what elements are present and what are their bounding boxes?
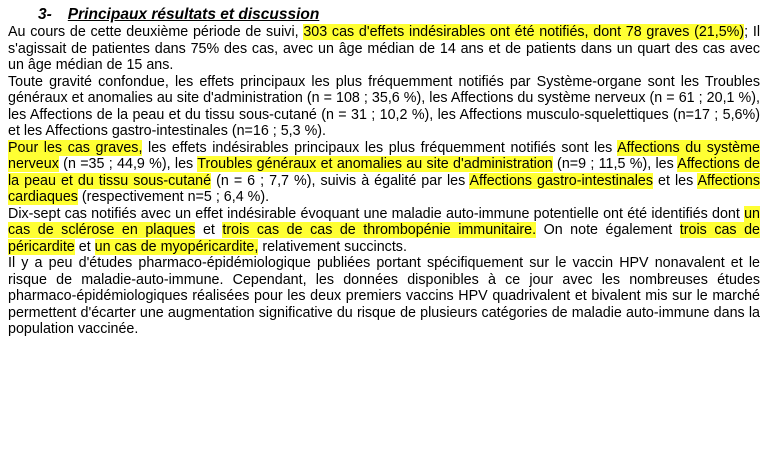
p3-highlight-gastro: Affections gastro-intestinales (469, 172, 654, 189)
p3-highlight-cardiaques: Affections cardiaques (8, 172, 761, 205)
paragraph-toute-gravite (8, 74, 760, 140)
p3-text-2: (n =35 ; 44,9 %), les (58, 156, 198, 172)
paragraph-cas-graves (8, 140, 760, 206)
p3-text-4: (n = 6 ; 7,7 %), suivis à égalité par les (211, 172, 470, 189)
section-title: Principaux résultats et discussion (67, 6, 320, 23)
p4-text-4: et (74, 238, 95, 255)
p3-text-3: (n=9 ; 11,5 %), les (552, 156, 678, 172)
p3-highlight-cas-graves: Pour les cas graves, (8, 139, 143, 156)
paragraph-etudes (8, 255, 760, 338)
p4-highlight-myopericardite: un cas de myopéricardite, (94, 238, 259, 255)
p3-highlight-peau: Affections de la peau et du tissu sous-cutané (8, 156, 761, 189)
p4-text-3: On note également (536, 222, 680, 238)
section-heading (38, 6, 760, 24)
p4-text-5: relativement succincts. (258, 238, 407, 255)
section-number: 3- (38, 6, 52, 23)
paragraph-suivi (8, 24, 760, 74)
p5-text-1: Il y a peu d'études pharmaco-épidémiologique publiées portant spécifiquement sur le vaccin HPV nonavalent et le risque de maladie-auto-immune. Cependant, les données disponibles à ce jour avec les nombreuses études pharmaco-épidémiologiques réalisées pour les deux premiers vaccins HPV quadrivalent et bivalent mis sur le marché permettent d'écarter une augmentation significative du risque de plusieurs catégories de maladie auto-immune dans la population vaccinée. (8, 255, 760, 337)
p1-text-1: Au cours de cette deuxième période de suivi, (8, 24, 304, 40)
p4-text-2: et (195, 222, 223, 238)
p3-text-1: les effets indésirables principaux les plus fréquemment notifiés sont les (142, 139, 618, 156)
p3-text-5: et les (653, 172, 698, 189)
p4-highlight-thrombopenie: trois cas de cas de thrombopénie immunitaire. (222, 222, 537, 238)
p4-highlight-pericardite: trois cas de péricardite (8, 222, 760, 255)
p4-text-1: Dix-sept cas notifiés avec un effet indésirable évoquant une maladie auto-immune potentielle ont été identifiés dont (8, 205, 745, 222)
p1-text-2: ; Il s'agissait de patientes dans 75% des cas, avec un âge médian de 14 ans et de patients dans un quart des cas avec un âge médian de 15 ans. (8, 24, 760, 73)
p3-highlight-systeme-nerveux: Affections du système nerveux (8, 139, 760, 172)
paragraph-auto-immune (8, 206, 760, 256)
p3-highlight-troubles-generaux: Troubles généraux et anomalies au site d'administration (197, 156, 553, 172)
p1-highlight-cases: 303 cas d'effets indésirables ont été notifiés, dont 78 graves (21,5%) (303, 24, 745, 40)
p4-highlight-sclerose: un cas de sclérose en plaques (8, 205, 760, 238)
p2-text-1: Toute gravité confondue, les effets principaux les plus fréquemment notifiés par Système-organe sont les Troubles généraux et anomalies au site d'administration (n = 108 ; 35,6 %), les Affections du système nerveux (n = 61 ; 20,1 %), les Affections de la peau et du tissu sous-cutané (n = 31 ; 10,2 %), les Affections musculo-squelettiques (n=17 ; 5,6%) et les Affections gastro-intestinales (n=16 ; 5,3 %). (8, 73, 760, 139)
p3-text-6: (respectivement n=5 ; 6,4 %). (77, 189, 270, 205)
